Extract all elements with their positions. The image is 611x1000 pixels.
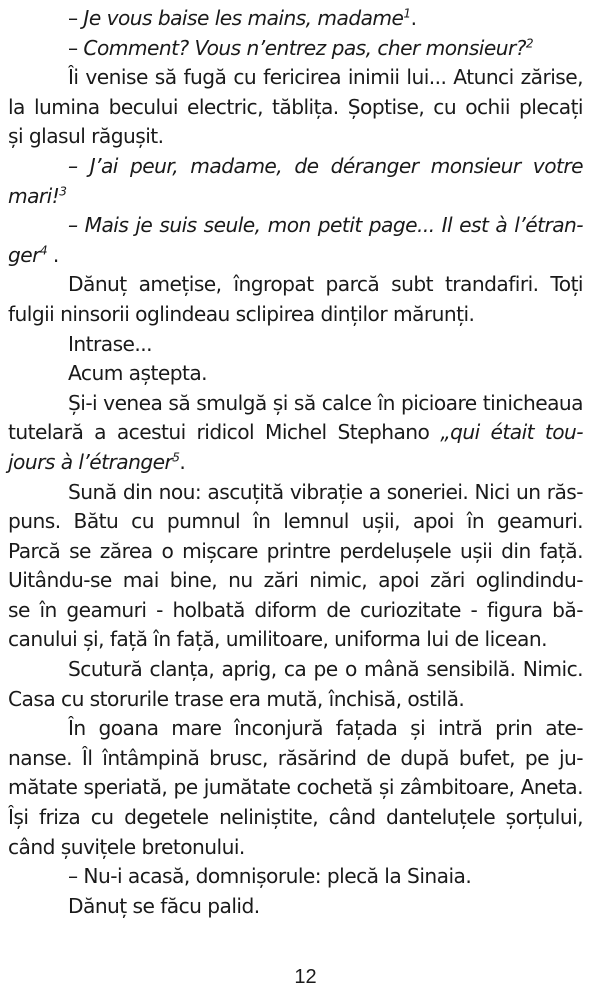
- dialogue-line: – Comment? Vous n’entrez pas, cher monsieur?$^2$: [68, 35, 534, 60]
- footnote-ref: 2: [525, 36, 534, 51]
- footnote-ref: 4: [39, 243, 48, 258]
- paragraph-line: Intrase...: [68, 331, 153, 356]
- paragraph-line: Sună din nou: ascuțită vibrație a soneriei. Nici un răs-: [68, 479, 583, 504]
- paragraph-line: Acum aștepta.: [68, 361, 208, 386]
- dialogue-line: – Je vous baise les mains, madame$^1$.: [68, 6, 417, 30]
- paragraph-line: puns. Bătu cu pumnul în lemnul ușii, apoi în geamuri.: [8, 509, 583, 534]
- paragraph-line: jours à l’étranger$^5$.: [8, 449, 186, 474]
- paragraph-line: canului și, față în față, umilitoare, uniforma lui de licean.: [8, 627, 547, 652]
- paragraph-line: mătate speriată, pe jumătate cochetă și zâmbitoare, Aneta.: [8, 775, 583, 800]
- paragraph-line: Și-i venea să smulgă și să calce în picioare tinicheaua: [68, 390, 583, 415]
- paragraph-line: Scutură clanța, aprig, ca pe o mână sensibilă. Nimic.: [68, 657, 583, 682]
- paragraph-line: În goana mare înconjură fațada și intră prin ate-: [68, 716, 583, 741]
- footnote-ref: 1: [403, 6, 411, 21]
- book-page-text: [8, 4, 583, 921]
- paragraph-line: Dănuț se făcu palid.: [68, 893, 260, 918]
- paragraph-line: se în geamuri - holbată diform de curiozitate - figura bă-: [8, 597, 583, 622]
- paragraph-line: Uitându-se mai bine, nu zări nimic, apoi zări oglindindu-: [8, 568, 583, 593]
- paragraph-line: tutelară a acestui ridicol Michel Stephano „qui était tou-: [8, 420, 583, 445]
- paragraph-line: Își friza cu degetele neliniștite, când danteluțele șorțului,: [8, 805, 583, 830]
- dialogue-line: – Nu-i acasă, domnișorule: plecă la Sinaia.: [68, 864, 472, 889]
- paragraph-line: Parcă se zărea o mișcare printre perdelușele ușii din față.: [8, 538, 583, 563]
- dialogue-line: ger$^4$ .: [8, 242, 59, 267]
- dialogue-line: – Mais je suis seule, mon petit page... Il est à l’étran-: [68, 213, 583, 238]
- paragraph-line: nanse. Îl întâmpină brusc, răsărind de după bufet, pe ju-: [8, 745, 583, 770]
- dialogue-line: – J’ai peur, madame, de déranger monsieur votre: [68, 153, 583, 178]
- paragraph-line: când șuvițele bretonului.: [8, 834, 245, 859]
- paragraph-line: și glasul răgușit.: [8, 124, 164, 149]
- paragraph-line: Dănuț amețise, îngropat parcă subt trandafiri. Toți: [68, 272, 583, 297]
- paragraph-line: Casa cu storurile trase era mută, închisă, ostilă.: [8, 686, 465, 711]
- footnote-ref: 3: [59, 184, 67, 199]
- footnote-ref: 5: [172, 450, 180, 465]
- page-number: 12: [294, 966, 317, 988]
- paragraph-line: Îi venise să fugă cu fericirea inimii lui... Atunci zărise,: [68, 65, 583, 90]
- dialogue-line: mari!$^3$: [8, 183, 67, 208]
- paragraph-line: fulgii ninsorii oglindeau sclipirea dinților mărunți.: [8, 301, 475, 326]
- paragraph-line: la lumina becului electric, tăblița. Șoptise, cu ochii plecați: [8, 94, 583, 119]
